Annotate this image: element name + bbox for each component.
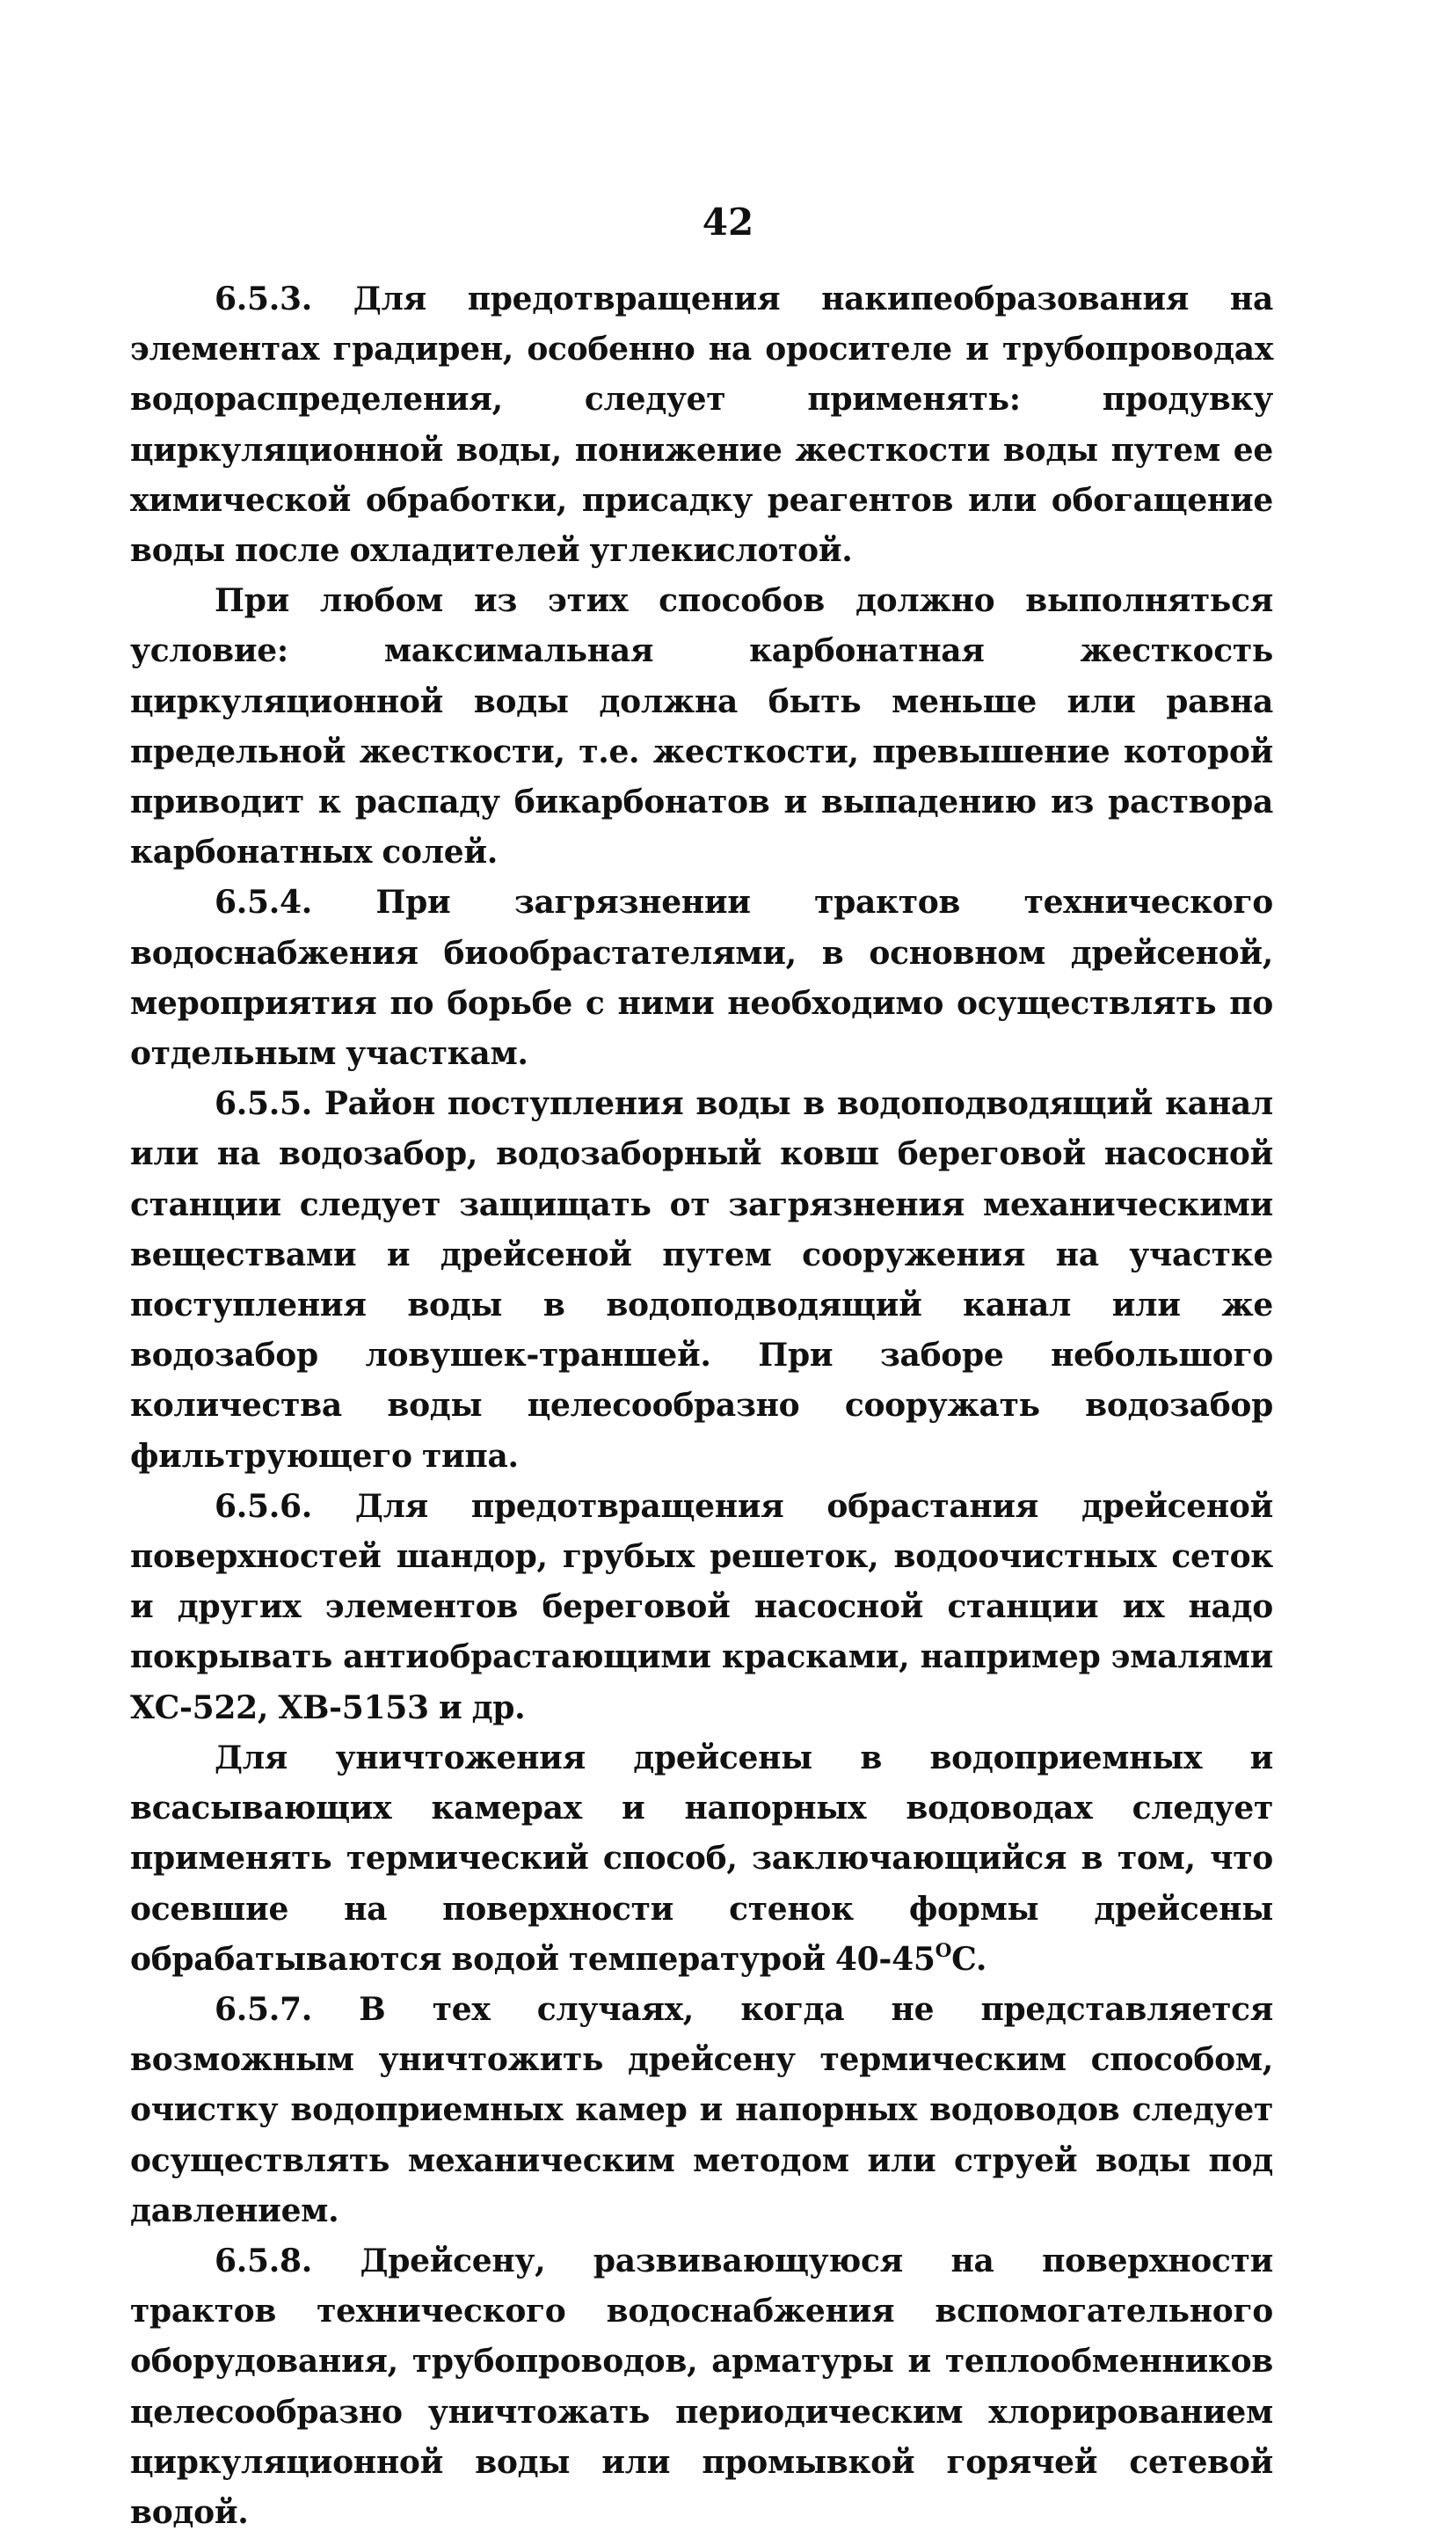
celsius-letter: C.: [951, 1940, 987, 1978]
paragraph-6-5-6: 6.5.6. Для предотвращения обрастания дрейсеной поверхностей шандор, грубых решеток, водоочистных сеток и других элементов береговой насосной станции их надо покрывать антиобрастающими красками, например эмалями ХС-522, ХВ-5153 и др.: [130, 1487, 1273, 1726]
paragraph-6-5-7: 6.5.7. В тех случаях, когда не представляется возможным уничтожить дрейсену термическим способом, очистку водоприемных камер и напорных водоводов следует осуществлять механическим методом или струей воды под давлением.: [130, 1990, 1273, 2229]
thermal-method-text: Для уничтожения дрейсены в водоприемных и всасывающих камерах и напорных водоводах следует применять термический способ, заключающийся в том, что осевшие на поверхности стенок формы дрейсены обрабатываются водой температурой 40-45: [130, 1739, 1273, 1978]
paragraph-6-5-8: 6.5.8. Дрейсену, развивающуюся на поверхности трактов технического водоснабжения вспомогательного оборудования, трубопроводов, арматуры и теплообменников целесообразно уничтожать периодическим хлорированием циркуляционной воды или промывкой горячей сетевой водой.: [130, 2242, 1273, 2531]
paragraph-thermal-method: [130, 1733, 1273, 1985]
paragraph-6-5-3: 6.5.3. Для предотвращения накипеобразования на элементах градирен, особенно на оросителе и трубопроводах водораспределения, следует применять: продувку циркуляционной воды, понижение жесткости воды путем ее химической обработки, присадку реагентов или обогащение воды после охладителей углекислотой.: [130, 281, 1273, 570]
paragraph-6-5-5: 6.5.5. Район поступления воды в водоподводящий канал или на водозабор, водозаборный ковш береговой насосной станции следует защищать от загрязнения механическими веществами и дрейсеной путем сооружения на участке поступления воды в водоподводящий канал или же водозабор ловушек-траншей. При заборе небольшого количества воды целесообразно сооружать водозабор фильтрующего типа.: [130, 1085, 1273, 1475]
degree-sign: O: [935, 1939, 952, 1962]
paragraph-condition: При любом из этих способов должно выполняться условие: максимальная карбонатная жесткость циркуляционной воды должна быть меньше или равна предельной жесткости, т.е. жесткости, превышение которой приводит к распаду бикарбонатов и выпадению из раствора карбонатных солей.: [130, 582, 1273, 872]
body-text: [130, 274, 1273, 2538]
page-number: 42: [702, 201, 754, 244]
paragraph-6-5-4: 6.5.4. При загрязнении трактов технического водоснабжения биообрастателями, в основном дрейсеной, мероприятия по борьбе с ними необходимо осуществлять по отдельным участкам.: [130, 884, 1273, 1073]
